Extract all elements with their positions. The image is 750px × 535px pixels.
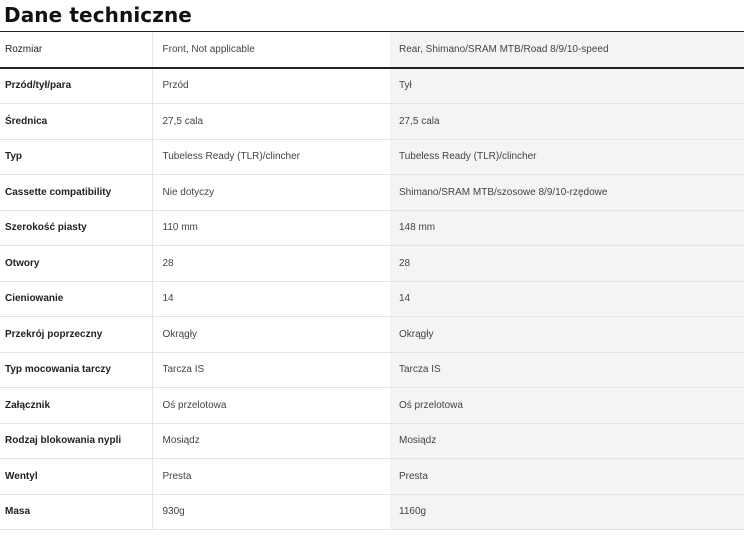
specs-table	[0, 31, 744, 530]
table-row	[0, 68, 744, 104]
rear-value: Okrągły	[390, 317, 744, 353]
front-value: 27,5 cala	[152, 104, 390, 140]
spec-label: Cieniowanie	[0, 281, 152, 317]
spec-label: Załącznik	[0, 388, 152, 424]
rear-value: 28	[390, 246, 744, 282]
rear-value: Shimano/SRAM MTB/szosowe 8/9/10-rzędowe	[390, 175, 744, 211]
front-value: 930g	[152, 494, 390, 530]
table-row	[0, 246, 744, 282]
rear-value: 27,5 cala	[390, 104, 744, 140]
spec-label: Typ	[0, 139, 152, 175]
rear-value: 14	[390, 281, 744, 317]
table-row	[0, 317, 744, 353]
spec-label: Typ mocowania tarczy	[0, 352, 152, 388]
header-rear: Rear, Shimano/SRAM MTB/Road 8/9/10-speed	[390, 32, 744, 68]
spec-label: Średnica	[0, 104, 152, 140]
spec-label: Cassette compatibility	[0, 175, 152, 211]
rear-value: Oś przelotowa	[390, 388, 744, 424]
spec-label: Szerokość piasty	[0, 210, 152, 246]
front-value: Okrągły	[152, 317, 390, 353]
rear-value: 148 mm	[390, 210, 744, 246]
table-row	[0, 281, 744, 317]
front-value: Oś przelotowa	[152, 388, 390, 424]
table-header-row	[0, 32, 744, 68]
front-value: Tarcza IS	[152, 352, 390, 388]
front-value: 14	[152, 281, 390, 317]
front-value: 28	[152, 246, 390, 282]
rear-value: Tubeless Ready (TLR)/clincher	[390, 139, 744, 175]
front-value: Przód	[152, 68, 390, 104]
spec-label: Masa	[0, 494, 152, 530]
rear-value: Mosiądz	[390, 423, 744, 459]
table-row	[0, 210, 744, 246]
front-value: Nie dotyczy	[152, 175, 390, 211]
front-value: Tubeless Ready (TLR)/clincher	[152, 139, 390, 175]
table-row	[0, 104, 744, 140]
table-row	[0, 423, 744, 459]
spec-label: Rodzaj blokowania nypli	[0, 423, 152, 459]
front-value: Presta	[152, 459, 390, 495]
table-row	[0, 459, 744, 495]
spec-label: Przód/tył/para	[0, 68, 152, 104]
spec-label: Przekrój poprzeczny	[0, 317, 152, 353]
rear-value: Tarcza IS	[390, 352, 744, 388]
spec-label: Otwory	[0, 246, 152, 282]
front-value: Mosiądz	[152, 423, 390, 459]
header-front: Front, Not applicable	[152, 32, 390, 68]
rear-value: Presta	[390, 459, 744, 495]
rear-value: 1160g	[390, 494, 744, 530]
table-row	[0, 388, 744, 424]
spec-label: Wentyl	[0, 459, 152, 495]
table-row	[0, 139, 744, 175]
table-row	[0, 494, 744, 530]
section-title: Dane techniczne	[4, 3, 192, 27]
table-row	[0, 175, 744, 211]
header-label: Rozmiar	[0, 32, 152, 68]
front-value: 110 mm	[152, 210, 390, 246]
table-row	[0, 352, 744, 388]
rear-value: Tył	[390, 68, 744, 104]
